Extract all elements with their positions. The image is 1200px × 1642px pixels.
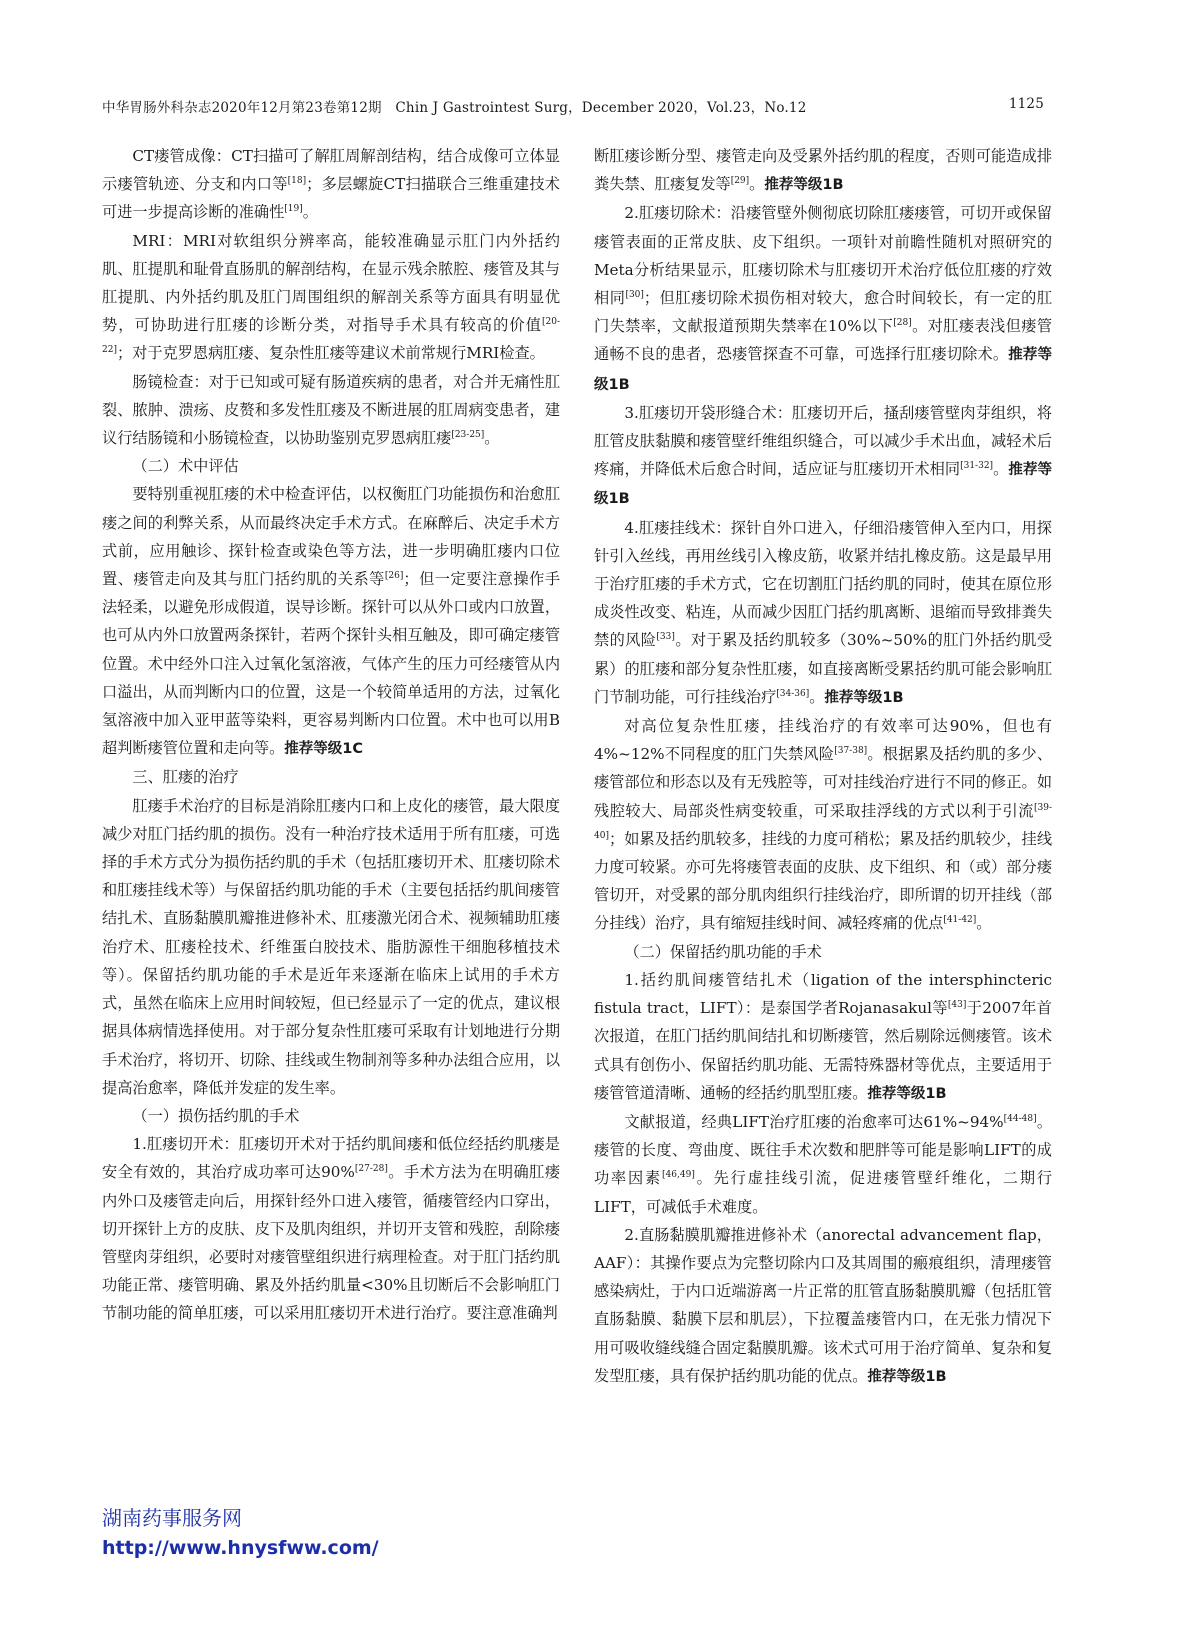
recommendation-grade: 推荐等级1B: [764, 177, 844, 194]
paragraph: [594, 1221, 1052, 1391]
paragraph-text: 。: [809, 687, 825, 706]
left-column: [102, 142, 560, 1328]
paragraph-text: 。: [749, 175, 765, 194]
paragraph: [102, 452, 560, 480]
paragraph-text: 2.肛瘘切除术：沿瘘管壁外侧彻底切除肛瘘瘘管，可切开或保留瘘管表面的正常皮肤、皮下组织。一项针对前瞻性随机对照研究的Meta分析结果显示，肛瘘切除术与肛瘘切开术治疗低位肛瘘的疗效相同: [594, 204, 1052, 308]
paragraph-text: MRI：MRI对软组织分辨率高，能较准确显示肛门内外括约肌、肛提肌和耻骨直肠肌的解剖结构，在显示残余脓腔、瘘管及其与肛提肌、内外括约肌及肛门周围组织的解剖关系等方面具有明显优势，可协助进行肛瘘的诊断分类，对指导手术具有较高的价值: [102, 231, 560, 335]
recommendation-grade: 推荐等级1B: [867, 1085, 947, 1102]
right-column: [594, 142, 1052, 1391]
paragraph-text: （二）保留括约肌功能的手术: [624, 942, 822, 961]
citation-ref[interactable]: [44-48]: [1003, 1113, 1037, 1124]
paragraph-text: 要特别重视肛瘘的术中检查评估，以权衡肛门功能损伤和治愈肛瘘之间的利弊关系，从而最终决定手术方式。在麻醉后、决定手术方式前，应用触诊、探针检查或染色等方法，进一步明确肛瘘内口位置、瘘管走向及其与肛门括约肌的关系等: [102, 485, 560, 589]
citation-ref[interactable]: [46,49]: [662, 1170, 695, 1181]
paragraph: [594, 1108, 1052, 1221]
paragraph: [594, 712, 1052, 938]
paragraph-text: ；但一定要注意操作手法轻柔，以避免形成假道，误导诊断。探针可以从外口或内口放置，也可从内外口放置两条探针，若两个探针头相互触及，即可确定瘘管位置。术中经外口注入过氧化氢溶液，气体产生的压力可经瘘管从内口溢出，从而判断内口的位置，这是一个较简单适用的方法，过氧化氢溶液中加入亚甲蓝等染料，更容易判断内口位置。术中也可以用B超判断瘘管位置和走向等。: [102, 570, 561, 758]
citation-ref[interactable]: [26]: [384, 571, 404, 582]
paragraph-text: 。: [302, 203, 318, 222]
citation-ref[interactable]: [30]: [625, 290, 644, 301]
recommendation-grade: 推荐等级1C: [284, 741, 363, 758]
recommendation-grade: 推荐等级1B: [824, 689, 904, 706]
paragraph-text: 。: [484, 429, 500, 448]
paragraph-text: 对高位复杂性肛瘘，挂线治疗的有效率可达90%，但也有4%~12%不同程度的肛门失禁风险: [594, 717, 1052, 764]
watermark: [102, 1502, 379, 1559]
citation-ref[interactable]: [33]: [656, 632, 675, 643]
recommendation-grade: 推荐等级1B: [867, 1368, 947, 1385]
citation-ref[interactable]: [37-38]: [834, 746, 868, 757]
watermark-name: 湖南药事服务网: [102, 1506, 242, 1530]
paragraph-text: 三、肛瘘的治疗: [132, 768, 239, 787]
paragraph-text: 文献报道，经典LIFT治疗肛瘘的治愈率可达61%~94%: [624, 1112, 1004, 1131]
paragraph: [102, 1102, 560, 1130]
paragraph-text: 1.括约肌间瘘管结扎术（ligation of the intersphincteric fistula tract，LIFT）：是泰国学者Rojanasakul等: [594, 970, 1052, 1018]
citation-ref[interactable]: [18]: [287, 176, 307, 187]
paragraph-text: 肠镜检查：对于已知或可疑有肠道疾病的患者，对合并无痛性肛裂、脓肿、溃疡、皮赘和多发性肛瘘及不断进展的肛周病变患者，建议行结肠镜和小肠镜检查，以协助鉴别克罗恩病肛瘘: [102, 372, 560, 448]
paragraph-text: 4.肛瘘挂线术：探针自外口进入，仔细沿瘘管伸入至内口，用探针引入丝线，再用丝线引入橡皮筋，收紧并结扎橡皮筋。这是最早用于治疗肛瘘的手术方式，它在切割肛门括约肌的同时，使其在原位形成炎性改变、粘连，从而减少因肛门括约肌离断、退缩而导致排粪失禁的风险: [594, 518, 1052, 650]
paragraph: [102, 227, 560, 368]
paragraph: [594, 199, 1052, 398]
paragraph: [594, 966, 1052, 1108]
paragraph-text: 。: [976, 914, 992, 933]
paragraph-text: 。: [993, 460, 1009, 479]
journal-citation: 中华胃肠外科杂志2020年12月第23卷第12期 Chin J Gastrointest Surg，December 2020，Vol.23，No.12: [102, 100, 807, 116]
citation-ref[interactable]: [20-22]: [102, 317, 560, 356]
recommendation-grade: 推荐等级1B: [594, 462, 1053, 508]
paragraph-text: 。对于累及括约肌较多（30%~50%的肛门外括约肌受累）的肛瘘和部分复杂性肛瘘，如直接离断受累括约肌可能会影响肛门节制功能，可行挂线治疗: [594, 631, 1053, 706]
paragraph-text: ；对于克罗恩病肛瘘、复杂性肛瘘等建议术前常规行MRI检查。: [116, 344, 545, 363]
citation-ref[interactable]: [34-36]: [776, 688, 810, 699]
recommendation-grade: 推荐等级1B: [594, 347, 1053, 393]
citation-ref[interactable]: [23-25]: [451, 430, 485, 441]
citation-ref[interactable]: [41-42]: [943, 915, 977, 926]
paragraph-text: ；多层螺旋CT扫描联合三维重建技术可进一步提高诊断的准确性: [102, 175, 560, 222]
page-number: 1125: [1008, 96, 1044, 112]
paragraph-text: 于2007年首次报道，在肛门括约肌间结扎和切断瘘管，然后剔除远侧瘘管。该术式具有创伤小、保留括约肌功能、无需特殊器材等优点，主要适用于瘘管管道清晰、通畅的经括约肌型肛瘘。: [594, 999, 1052, 1102]
paragraph-text: 2.直肠黏膜肌瓣推进修补术（anorectal advancement flap，AAF）：其操作要点为完整切除内口及其周围的瘢痕组织，清理瘘管感染病灶，于内口近端游离一片正常的肛管直肠黏膜肌瓣（包括肛管直肠黏膜、黏膜下层和肌层），下拉覆盖瘘管内口，在无张力情况下用可吸收缝线缝合固定黏膜肌瓣。该术式可用于治疗简单、复杂和复发型肛瘘，具有保护括约肌功能的优点。: [594, 1225, 1052, 1385]
citation-ref[interactable]: [27-28]: [354, 1164, 388, 1175]
paragraph: [102, 1130, 560, 1327]
paragraph-text: 。根据累及括约肌的多少、瘘管部位和形态以及有无残腔等，可对挂线治疗进行不同的修正。如残腔较大、局部炎性病变较重，可采取挂浮线的方式以利于引流: [594, 745, 1053, 820]
paragraph-text: 。瘘管的长度、弯曲度、既往手术次数和肥胖等可能是影响LIFT的成功率因素: [594, 1112, 1053, 1188]
paragraph: [594, 938, 1052, 966]
paragraph: [594, 399, 1052, 514]
citation-ref[interactable]: [39-40]: [594, 802, 1052, 841]
paragraph: [102, 368, 560, 453]
paragraph: [102, 763, 560, 791]
citation-ref[interactable]: [29]: [730, 176, 750, 187]
paragraph-text: 1.肛瘘切开术：肛瘘切开术对于括约肌间瘘和低位经括约肌瘘是安全有效的，其治疗成功率可达90%: [102, 1135, 560, 1182]
paragraph-text: ；如累及括约肌较多，挂线的力度可稍松；累及括约肌较少，挂线力度可较紧。亦可先将瘘管表面的皮肤、皮下组织、和（或）部分瘘管切开，对受累的部分肌肉组织行挂线治疗，即所谓的切开挂线（部分挂线）治疗，具有缩短挂线时间、减轻疼痛的优点: [594, 829, 1052, 933]
paragraph-text: CT瘘管成像：CT扫描可了解肛周解剖结构，结合成像可立体显示瘘管轨迹、分支和内口等: [102, 147, 560, 194]
citation-ref[interactable]: [19]: [284, 204, 303, 215]
paragraph-text: （二）术中评估: [132, 457, 239, 476]
watermark-url[interactable]: http://www.hnysfww.com/: [102, 1537, 379, 1559]
paragraph-text: 。先行虚挂线引流，促进瘘管壁纤维化，二期行LIFT，可减低手术难度。: [594, 1169, 1053, 1216]
citation-ref[interactable]: [43]: [947, 1000, 967, 1011]
paragraph-text: 。手术方法为在明确肛瘘内外口及瘘管走向后，用探针经外口进入瘘管，循瘘管经内口穿出，切开探针上方的皮肤、皮下及肌肉组织，并切开支管和残腔，刮除瘘管壁肉芽组织，必要时对瘘管壁组织进行病理检查。对于肛门括约肌功能正常、瘘管明确、累及外括约肌量<30%且切断后不会影响肛门节制功能的简单肛瘘，可以采用肛瘘切开术进行治疗。要注意准确判: [102, 1163, 561, 1323]
running-header: [102, 96, 1044, 116]
paragraph-text: ；但肛瘘切除术损伤相对较大，愈合时间较长，有一定的肛门失禁率，文献报道预期失禁率在10%以下: [594, 289, 1053, 336]
paragraph-text: 3.肛瘘切开袋形缝合术：肛瘘切开后，搔刮瘘管壁肉芽组织，将肛管皮肤黏膜和瘘管壁纤维组织缝合，可以减少手术出血，减轻术后疼痛，并降低术后愈合时间，适应证与肛瘘切开术相同: [594, 403, 1052, 479]
paragraph: [102, 792, 560, 1102]
paragraph-text: 。对肛瘘表浅但瘘管通畅不良的患者，恐瘘管探查不可靠，可选择行肛瘘切除术。: [594, 317, 1053, 364]
paragraph: [102, 480, 560, 763]
citation-ref[interactable]: [31-32]: [960, 461, 994, 472]
citation-ref[interactable]: [28]: [893, 318, 912, 329]
paragraph: [102, 142, 560, 227]
paragraph-text: 断肛瘘诊断分型、瘘管走向及受累外括约肌的程度，否则可能造成排粪失禁、肛瘘复发等: [594, 147, 1052, 194]
paragraph-text: （一）损伤括约肌的手术: [132, 1106, 300, 1125]
paragraph-text: 肛瘘手术治疗的目标是消除肛瘘内口和上皮化的瘘管，最大限度减少对肛门括约肌的损伤。没有一种治疗技术适用于所有肛瘘，可选择的手术方式分为损伤括约肌的手术（包括肛瘘切开术、肛瘘切除术和肛瘘挂线术等）与保留括约肌功能的手术（主要包括括约肌间瘘管结扎术、直肠黏膜肌瓣推进修补术、肛瘘激光闭合术、视频辅助肛瘘治疗术、肛瘘栓技术、纤维蛋白胶技术、脂肪源性干细胞移植技术等）。保留括约肌功能的手术是近年来逐渐在临床上试用的手术方式，虽然在临床上应用时间较短，但已经显示了一定的优点，建议根据具体病情选择使用。对于部分复杂性肛瘘可采取有计划地进行分期手术治疗，将切开、切除、挂线或生物制剂等多种办法组合应用，以提高治愈率，降低并发症的发生率。: [102, 796, 560, 1097]
paragraph: [594, 514, 1052, 712]
paragraph: [594, 142, 1052, 199]
